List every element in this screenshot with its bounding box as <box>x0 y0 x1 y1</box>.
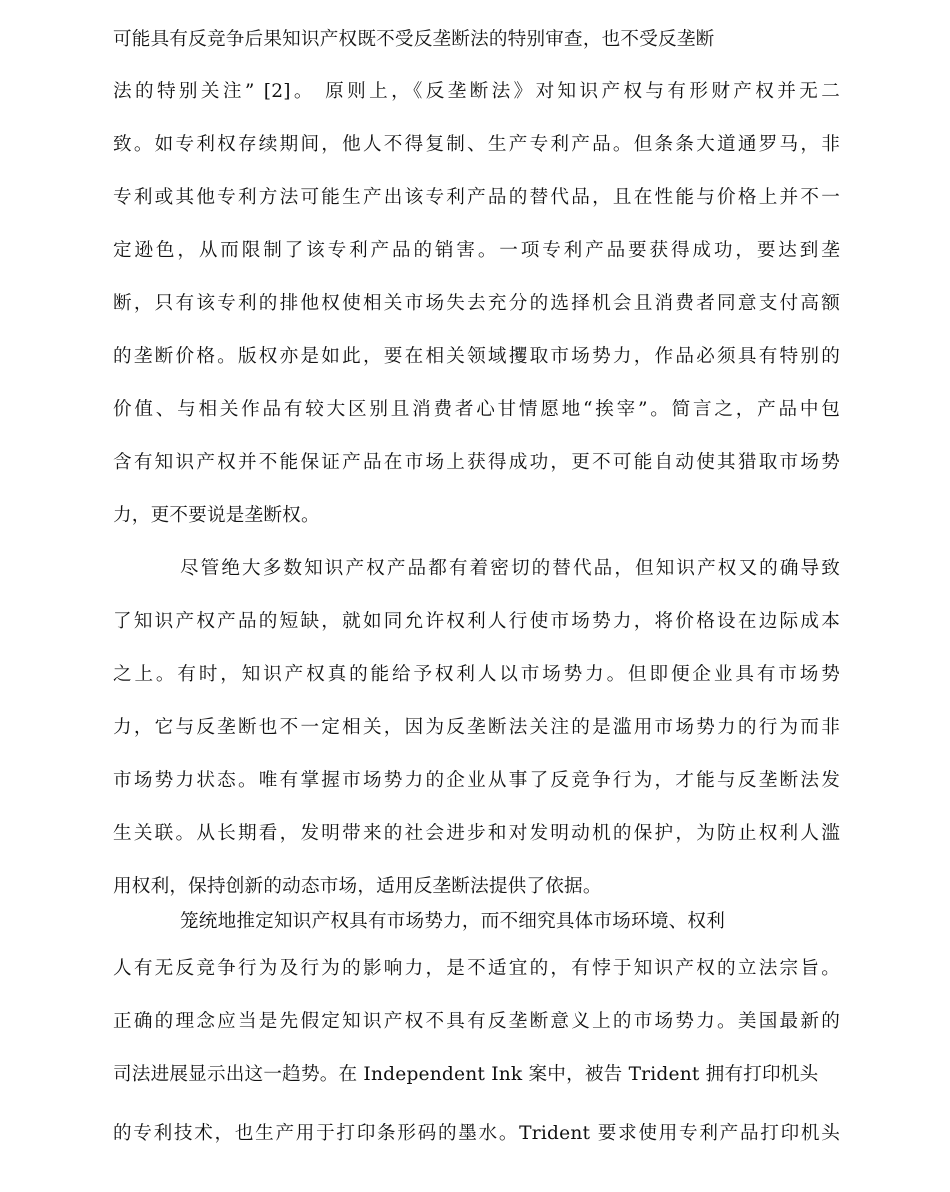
text-line: 价值、与相关作品有较大区别且消费者心甘情愿地“挨宰”。简言之，产品中包 <box>113 399 840 420</box>
text-line: 定逊色，从而限制了该专利产品的销害。一项专利产品要获得成功，要达到垄 <box>113 240 840 261</box>
text-line: 致。如专利权存续期间，他人不得复制、生产专利产品。但条条大道通罗马，非 <box>113 134 840 155</box>
text-line: 用权利，保持创新的动态市场，适用反垄断法提供了依据。 <box>113 876 602 897</box>
text-line: 可能具有反竞争后果知识产权既不受反垄断法的特别审查，也不受反垄断 <box>113 29 715 50</box>
text-line: 人有无反竞争行为及行为的影响力，是不适宜的，有悖于知识产权的立法宗旨。 <box>113 958 840 979</box>
text-line: 断，只有该专利的排他权使相关市场失去充分的选择机会且消费者同意支付高额 <box>113 293 840 314</box>
text-line: 市场势力状态。唯有掌握市场势力的企业从事了反竞争行为，才能与反垄断法发 <box>113 770 840 791</box>
text-line: 的专利技术，也生产用于打印条形码的墨水。Trident 要求使用专利产品打印机头 <box>113 1123 840 1144</box>
text-line: 专利或其他专利方法可能生产出该专利产品的替代品，且在性能与价格上并不一 <box>113 187 840 208</box>
text-line: 之上。有时，知识产权真的能给予权利人以市场势力。但即便企业具有市场势 <box>113 664 840 685</box>
text-line: 司法进展显示出这一趋势。在 Independent Ink 案中，被告 Trident 拥有打印机头 <box>113 1064 819 1085</box>
text-line: 了知识产权产品的短缺，就如同允许权利人行使市场势力，将价格设在边际成本 <box>113 611 840 632</box>
text-line: 正确的理念应当是先假定知识产权不具有反垄断意义上的市场势力。美国最新的 <box>113 1011 840 1032</box>
text-line: 笼统地推定知识产权具有市场势力，而不细究具体市场环境、权利 <box>180 911 726 932</box>
text-line: 力，它与反垄断也不一定相关，因为反垄断法关注的是滥用市场势力的行为而非 <box>113 717 840 738</box>
text-line: 法的特别关注” [2]。 原则上，《反垄断法》对知识产权与有形财产权并无二 <box>113 81 840 102</box>
text-line: 的垄断价格。版权亦是如此，要在相关领域攫取市场势力，作品必须具有特别的 <box>113 346 840 367</box>
text-line: 含有知识产权并不能保证产品在市场上获得成功，更不可能自动使其猎取市场势 <box>113 452 840 473</box>
text-line: 尽管绝大多数知识产权产品都有着密切的替代品，但知识产权又的确导致 <box>180 558 840 579</box>
text-line: 生关联。从长期看，发明带来的社会进步和对发明动机的保护，为防止权利人滥 <box>113 823 840 844</box>
text-line: 力，更不要说是垄断权。 <box>113 505 320 526</box>
